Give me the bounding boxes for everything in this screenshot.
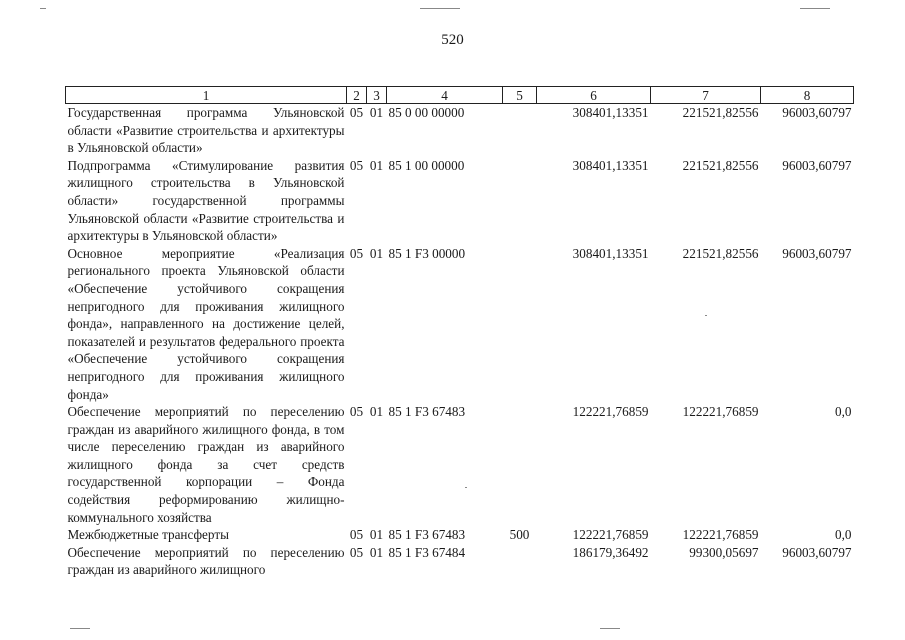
row-amount-col8: 96003,60797 [782, 544, 852, 560]
table-row [66, 526, 854, 544]
scan-speck [600, 628, 620, 629]
header-col-1: 1 [66, 87, 347, 104]
row-target-code: 85 1 00 00000 [388, 157, 465, 173]
row-section: 05 [349, 404, 364, 420]
table-row [66, 403, 854, 526]
row-target-code: 85 1 F3 67484 [388, 544, 466, 560]
row-amount-col8: 96003,60797 [782, 157, 852, 173]
row-expense-type [503, 104, 537, 157]
header-col-4: 4 [387, 87, 503, 104]
scan-speck [465, 487, 467, 488]
row-amount-col8: 96003,60797 [782, 105, 852, 120]
row-name: Подпрограмма «Стимулирование развития жилищного строительства в Ульяновской области» государственной программы Ульяновской области «Развитие строительства и архитектуры в Ульяновской области» [67, 157, 345, 244]
row-amount-col6: 308401,13351 [572, 157, 649, 173]
row-section: 05 [349, 245, 364, 261]
row-target-code: 85 1 F3 67483 [388, 404, 466, 420]
row-name: Государственная программа Ульяновской области «Развитие строительства и архитектуры в Ульяновской области» [67, 105, 345, 156]
table-row [66, 245, 854, 403]
row-subsection: 01 [369, 527, 384, 543]
row-amount-col8: 0,0 [835, 404, 852, 420]
row-amount-col6: 186179,36492 [572, 544, 649, 560]
header-col-7: 7 [651, 87, 761, 104]
row-amount-col6: 308401,13351 [572, 245, 649, 261]
row-section: 05 [349, 527, 364, 543]
row-subsection: 01 [369, 105, 384, 120]
header-col-8: 8 [761, 87, 854, 104]
table-row [66, 104, 854, 157]
row-amount-col8: 0,0 [835, 527, 852, 543]
row-name: Обеспечение мероприятий по переселению граждан из аварийного жилищного фонда, в том числе переселению граждан из аварийного жилищного фонда за счет средств государственной корпорации – Фонда содействия реформированию жилищно-коммунального хозяйства [67, 404, 345, 525]
row-target-code: 85 1 F3 00000 [388, 245, 466, 261]
scan-speck [40, 8, 46, 9]
row-amount-col7: 221521,82556 [682, 105, 759, 120]
scan-speck [705, 315, 707, 316]
row-amount-col7: 221521,82556 [682, 245, 759, 261]
row-amount-col7: 122221,76859 [682, 404, 759, 420]
header-col-5: 5 [503, 87, 537, 104]
row-subsection: 01 [369, 157, 384, 173]
row-section: 05 [349, 544, 364, 560]
page-number: 520 [441, 32, 464, 48]
scan-speck [70, 628, 90, 629]
row-expense-type [503, 403, 537, 526]
header-col-2: 2 [347, 87, 367, 104]
row-amount-col7: 221521,82556 [682, 157, 759, 173]
row-expense-type [503, 544, 537, 579]
row-subsection: 01 [369, 544, 384, 560]
row-expense-type [503, 157, 537, 245]
row-amount-col8: 96003,60797 [782, 245, 852, 261]
row-amount-col7: 122221,76859 [682, 527, 759, 543]
scan-speck [420, 8, 460, 9]
row-section: 05 [349, 105, 364, 120]
row-amount-col6: 308401,13351 [572, 105, 649, 120]
header-row [66, 87, 854, 104]
row-expense-type: 500 [509, 527, 530, 543]
table-row [66, 544, 854, 579]
row-name: Обеспечение мероприятий по переселению граждан из аварийного жилищного [67, 544, 345, 578]
row-amount-col7: 99300,05697 [689, 544, 759, 560]
row-name: Основное мероприятие «Реализация регионального проекта Ульяновской области «Обеспечение устойчивого сокращения непригодного для проживания жилищного фонда», направленного на достижение целей, показателей и результатов федерального проекта «Обеспечение устойчивого сокращения непригодного для проживания жилищного фонда» [67, 245, 345, 402]
scan-speck [800, 8, 830, 9]
row-amount-col6: 122221,76859 [572, 404, 649, 420]
row-target-code: 85 0 00 00000 [388, 105, 465, 120]
table-row [66, 157, 854, 245]
budget-table [65, 86, 854, 579]
row-target-code: 85 1 F3 67483 [388, 527, 466, 543]
header-col-3: 3 [367, 87, 387, 104]
header-col-6: 6 [537, 87, 651, 104]
row-expense-type [503, 245, 537, 403]
row-section: 05 [349, 157, 364, 173]
row-name: Межбюджетные трансферты [67, 527, 229, 543]
row-subsection: 01 [369, 245, 384, 261]
table-header [66, 87, 854, 104]
row-subsection: 01 [369, 404, 384, 420]
row-amount-col6: 122221,76859 [572, 527, 649, 543]
